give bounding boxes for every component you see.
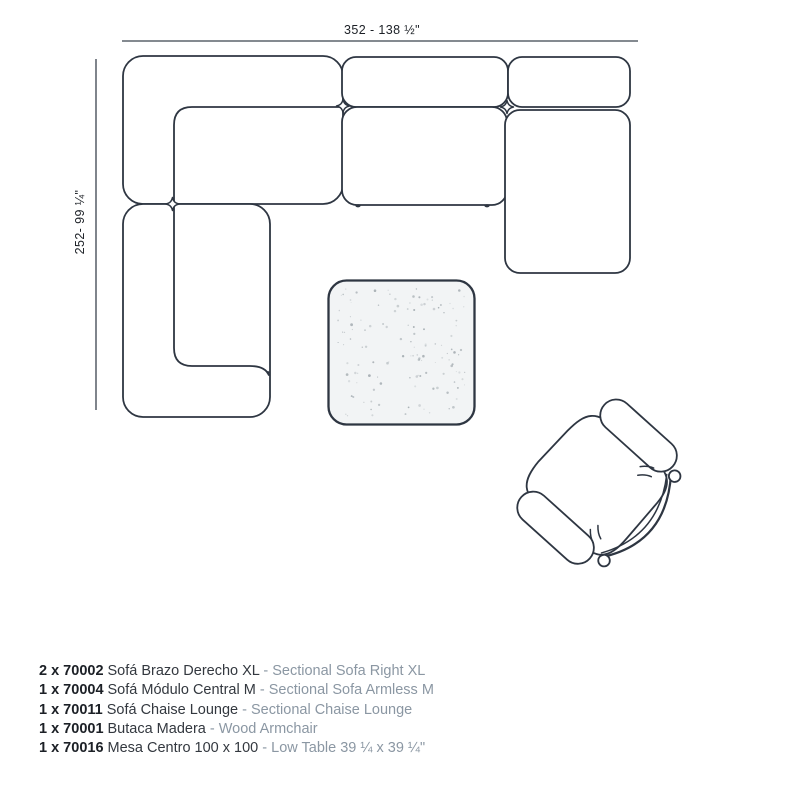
legend-name-es: Sofá Chaise Lounge xyxy=(106,701,239,718)
legend-qty-sku: 2 x 70002 xyxy=(39,663,104,679)
sofa-right-xl-left-icon xyxy=(123,204,270,417)
legend-name-en: Sectional Sofa Armless M xyxy=(268,682,434,699)
legend-separator: - xyxy=(205,720,219,737)
sofa-armless-m-icon xyxy=(342,57,508,207)
dimension-width-label: 352 - 138 ½" xyxy=(344,23,420,37)
legend-row xyxy=(39,701,434,720)
legend-qty-sku: 1 x 70011 xyxy=(39,701,103,718)
legend-name-es: Butaca Madera xyxy=(107,720,206,737)
low-table-icon xyxy=(329,281,475,425)
legend-row xyxy=(39,662,434,681)
legend-qty-sku: 1 x 70001 xyxy=(39,720,104,737)
legend-qty-sku: 1 x 70004 xyxy=(39,682,104,699)
legend-name-es: Mesa Centro 100 x 100 xyxy=(107,740,259,757)
legend-separator: - xyxy=(238,701,252,718)
dimension-width xyxy=(122,23,638,41)
legend-name-en: Sectional Sofa Right XL xyxy=(272,663,426,679)
legend-row xyxy=(39,681,434,700)
legend-row xyxy=(39,739,434,758)
legend-name-es: Sofá Brazo Derecho XL xyxy=(107,663,260,679)
legend-name-en: Wood Armchair xyxy=(218,720,318,737)
armchair-seat xyxy=(516,403,678,565)
chaise-lounge-icon xyxy=(505,57,630,273)
legend-separator: - xyxy=(259,663,273,679)
legend-row xyxy=(39,720,434,739)
dimension-height xyxy=(73,59,96,410)
wood-armchair-icon xyxy=(503,386,704,589)
sofa-right-xl-top-icon xyxy=(123,56,343,204)
legend-name-en: Sectional Chaise Lounge xyxy=(251,701,413,718)
product-legend xyxy=(39,662,434,758)
legend-name-es: Sofá Módulo Central M xyxy=(107,682,256,699)
legend-separator: - xyxy=(255,682,269,699)
dimension-height-label: 252- 99 ¼" xyxy=(73,189,87,255)
legend-separator: - xyxy=(258,740,272,757)
legend-name-en: Low Table 39 ¼ x 39 ¼" xyxy=(271,740,426,757)
legend-qty-sku: 1 x 70016 xyxy=(39,740,104,757)
